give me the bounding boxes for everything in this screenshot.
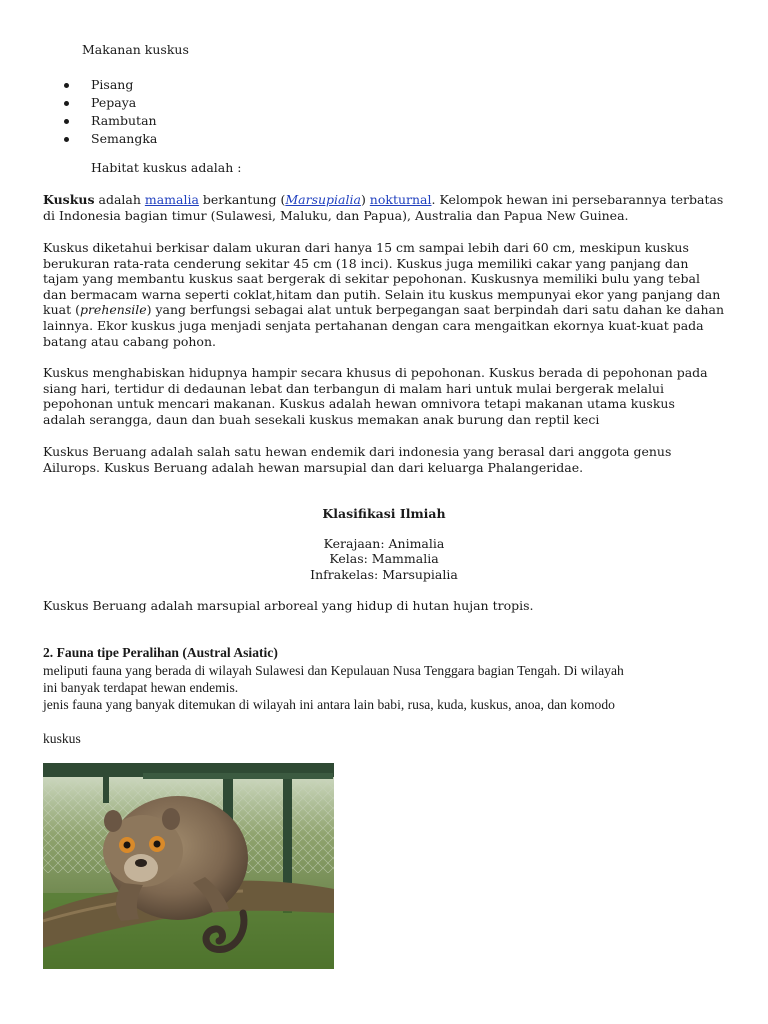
link-nokturnal[interactable]: nokturnal: [369, 192, 432, 207]
list-item: Rambutan: [62, 112, 157, 130]
bullet-icon: [64, 119, 69, 124]
term-prehensile: prehensile: [79, 302, 147, 318]
classification-class: Kelas: Mammalia: [329, 551, 439, 566]
section-text-line: ini banyak terdapat hewan endemis.: [43, 680, 239, 695]
section-heading: 2. Fauna tipe Peralihan (Austral Asiatic): [43, 645, 278, 660]
paragraph-behaviour: Kuskus menghabiskan hidupnya hampir secara khusus di pepohonan. Kuskus berada di pepohonan pada siang hari, tertidur di dedaunan lebat dan terbangun di malam hari untuk mulai bergerak melalui pepohonan untuk mencari makanan. Kuskus adalah hewan omnivora tetapi makanan utama kuskus adalah serangga, daun dan buah sesekali kuskus memakan anak burung dan reptil keci: [43, 365, 708, 427]
bullet-icon: [64, 83, 69, 88]
classification-kingdom: Kerajaan: Animalia: [323, 536, 445, 551]
list-item: Semangka: [62, 130, 157, 148]
section-text-line: jenis fauna yang banyak ditemukan di wilayah ini antara lain babi, rusa, kuda, kuskus, anoa, dan komodo: [43, 697, 615, 712]
paragraph-size: Kuskus diketahui berkisar dalam ukuran dari hanya 15 cm sampai lebih dari 60 cm, meskipun kuskus berukuran rata-rata cenderung sekitar 45 cm (18 inci). Kuskus juga memiliki cakar yang panjang dan tajam yang membantu kuskus saat bergerak di sekitar pepohonan. Kuskusnya memiliki bulu yang tebal dan bermacam warna seperti coklat,hitam dan putih. Selain itu kuskus mempunyai ekor yang panjang dan kuat (prehensile) yang berfungsi sebagai alat untuk berpegangan saat berpindah dari satu dahan ke dahan lainnya. Ekor kuskus juga menjadi senjata pertahanan dengan cara mengaitkan ekornya kuat-kuat pada batang atau cabang pohon.: [43, 240, 725, 349]
habitat-heading: Habitat kuskus adalah :: [91, 160, 242, 175]
section-text-line: meliputi fauna yang berada di wilayah Sulawesi dan Kepulauan Nusa Tenggara bagian Tengah. Di wilayah: [43, 663, 624, 678]
paragraph-intro: Kuskus adalah mamalia berkantung (Marsupialia) nokturnal. Kelompok hewan ini persebarannya terbatas di Indonesia bagian timur (Sulawesi, Maluku, dan Papua), Australia dan Papua New Guinea.: [43, 192, 724, 223]
cuscus-photo: [43, 763, 334, 969]
photo-caption: kuskus: [43, 731, 81, 746]
list-item: Pisang: [62, 76, 157, 94]
link-marsupialia[interactable]: Marsupialia: [285, 192, 361, 207]
term-kuskus: Kuskus: [43, 192, 95, 207]
classification-title: Klasifikasi Ilmiah: [322, 506, 446, 521]
paragraph-bear-cuscus: Kuskus Beruang adalah salah satu hewan endemik dari indonesia yang berasal dari anggota genus Ailurops. Kuskus Beruang adalah hewan marsupial dan dari keluarga Phalangeridae.: [43, 444, 672, 475]
paragraph-arboreal: Kuskus Beruang adalah marsupial arboreal yang hidup di hutan hujan tropis.: [43, 598, 534, 613]
classification-infraclass: Infrakelas: Marsupialia: [310, 567, 458, 582]
food-list: [62, 76, 157, 148]
cuscus-illustration: [43, 763, 334, 969]
list-item: Pepaya: [62, 94, 157, 112]
food-heading: Makanan kuskus: [82, 42, 189, 57]
bullet-icon: [64, 101, 69, 106]
bullet-icon: [64, 137, 69, 142]
link-mamalia[interactable]: mamalia: [144, 192, 199, 207]
